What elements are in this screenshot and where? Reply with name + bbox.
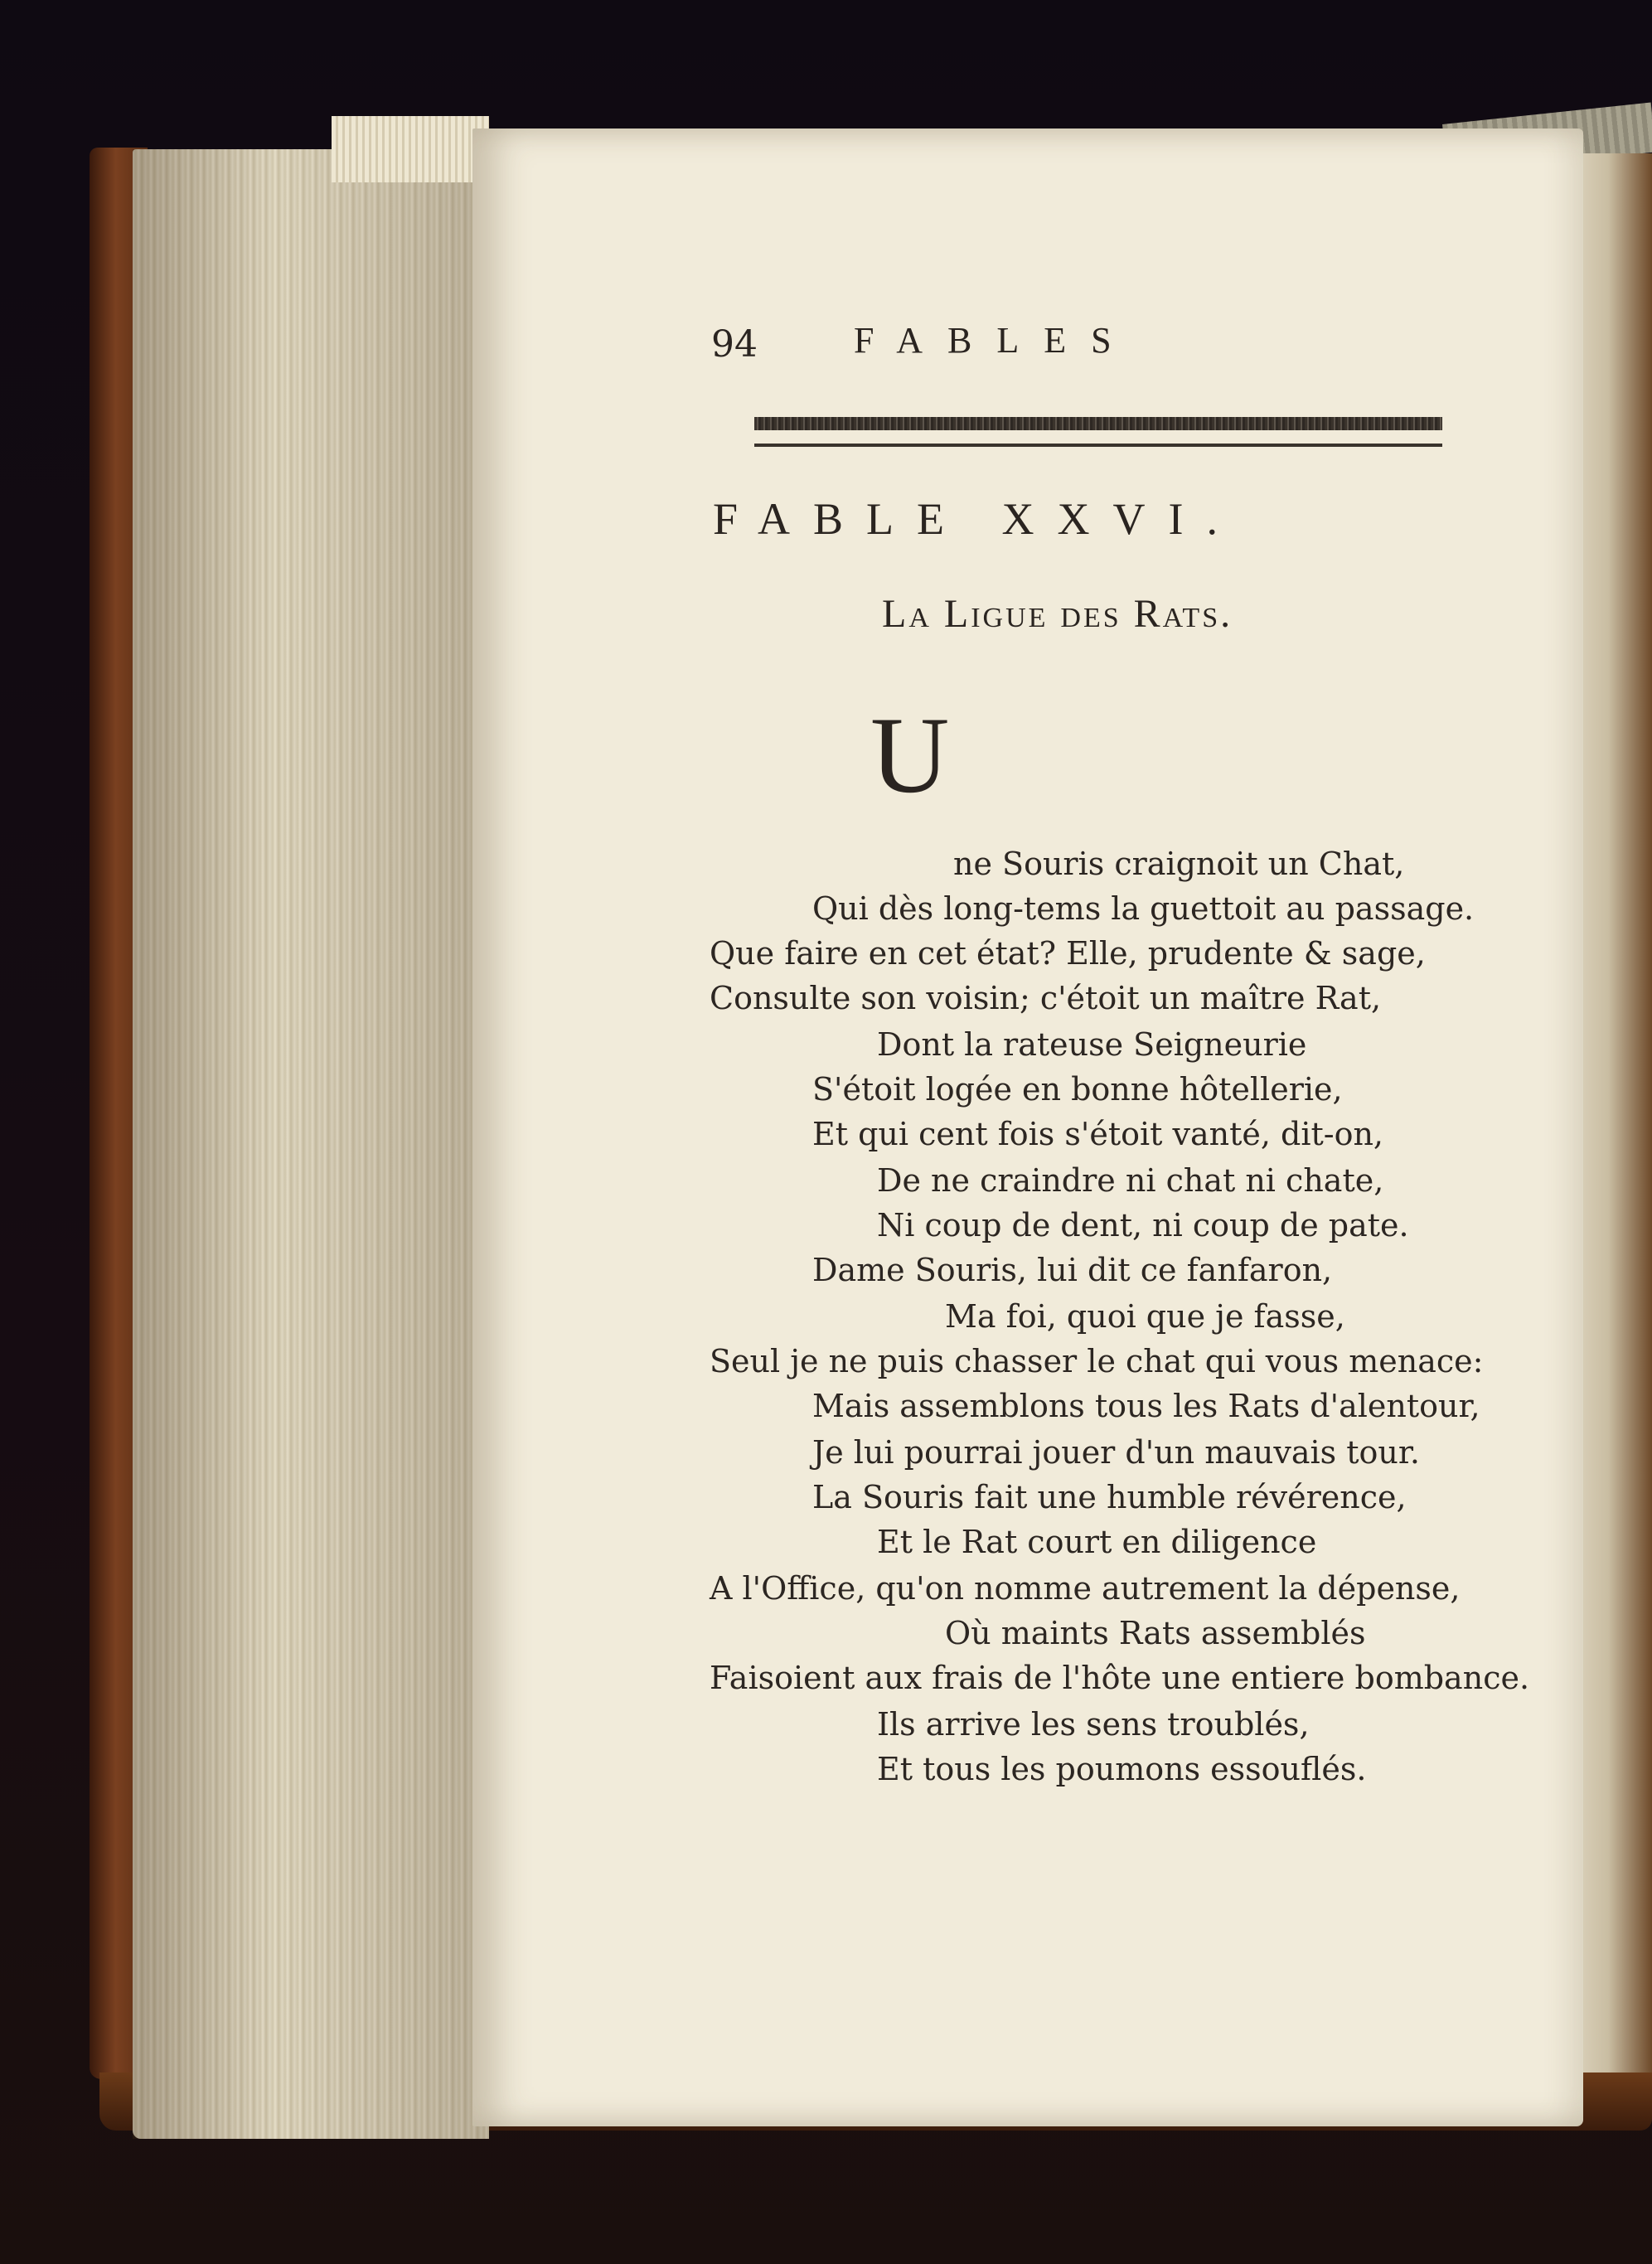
thin-rule xyxy=(754,444,1442,447)
verse-line: Ma foi, quoi que je fasse, xyxy=(945,1298,1345,1335)
page-edges-shade xyxy=(133,149,489,2139)
verse-line: Et tous les poumons essouflés. xyxy=(877,1751,1367,1787)
verse-line: Et le Rat court en diligence xyxy=(877,1524,1317,1560)
verse-line: Dame Souris, lui dit ce fanfaron, xyxy=(812,1252,1333,1288)
verse-line: Ils arrive les sens troublés, xyxy=(877,1706,1310,1743)
verse-line: Où maints Rats assemblés xyxy=(945,1615,1366,1651)
verse-line: Mais assemblons tous les Rats d'alentour, xyxy=(812,1388,1480,1424)
verse-line: Qui dès long-tems la guettoit au passage. xyxy=(812,890,1475,927)
fable-subtitle: La Ligue des Rats. xyxy=(882,592,1233,636)
page-number: 94 xyxy=(711,323,758,366)
ornamental-rule xyxy=(754,417,1442,430)
verse-line: Consulte son voisin; c'étoit un maître Rat, xyxy=(710,980,1382,1016)
verse-line: Dont la rateuse Seigneurie xyxy=(877,1026,1307,1063)
page-content xyxy=(472,128,1583,2126)
fable-title: FABLE XXVI. xyxy=(713,494,1241,544)
verse-line: De ne craindre ni chat ni chate, xyxy=(877,1162,1384,1199)
page-edges-top xyxy=(332,116,489,182)
verse-line: La Souris fait une humble révérence, xyxy=(812,1479,1407,1515)
book-page xyxy=(472,128,1583,2126)
verse-line: Et qui cent fois s'étoit vanté, dit-on, xyxy=(812,1116,1384,1152)
verse-line: ne Souris craignoit un Chat, xyxy=(953,846,1405,882)
verse-line: Seul je ne puis chasser le chat qui vous menace: xyxy=(710,1343,1484,1379)
book-cover-right xyxy=(1579,153,1652,2118)
verse-line: A l'Office, qu'on nomme autrement la dépense, xyxy=(710,1570,1461,1607)
verse-line: Faisoient aux frais de l'hôte une entiere bombance. xyxy=(710,1660,1530,1696)
verse-line: Ni coup de dent, ni coup de pate. xyxy=(877,1207,1409,1244)
verse-line: S'étoit logée en bonne hôtellerie, xyxy=(812,1071,1343,1108)
drop-cap: U xyxy=(870,694,950,816)
running-head: FABLES xyxy=(854,320,1136,361)
verse-line: Je lui pourrai jouer d'un mauvais tour. xyxy=(812,1434,1420,1471)
verse-line: Que faire en cet état? Elle, prudente & sage, xyxy=(710,935,1426,972)
